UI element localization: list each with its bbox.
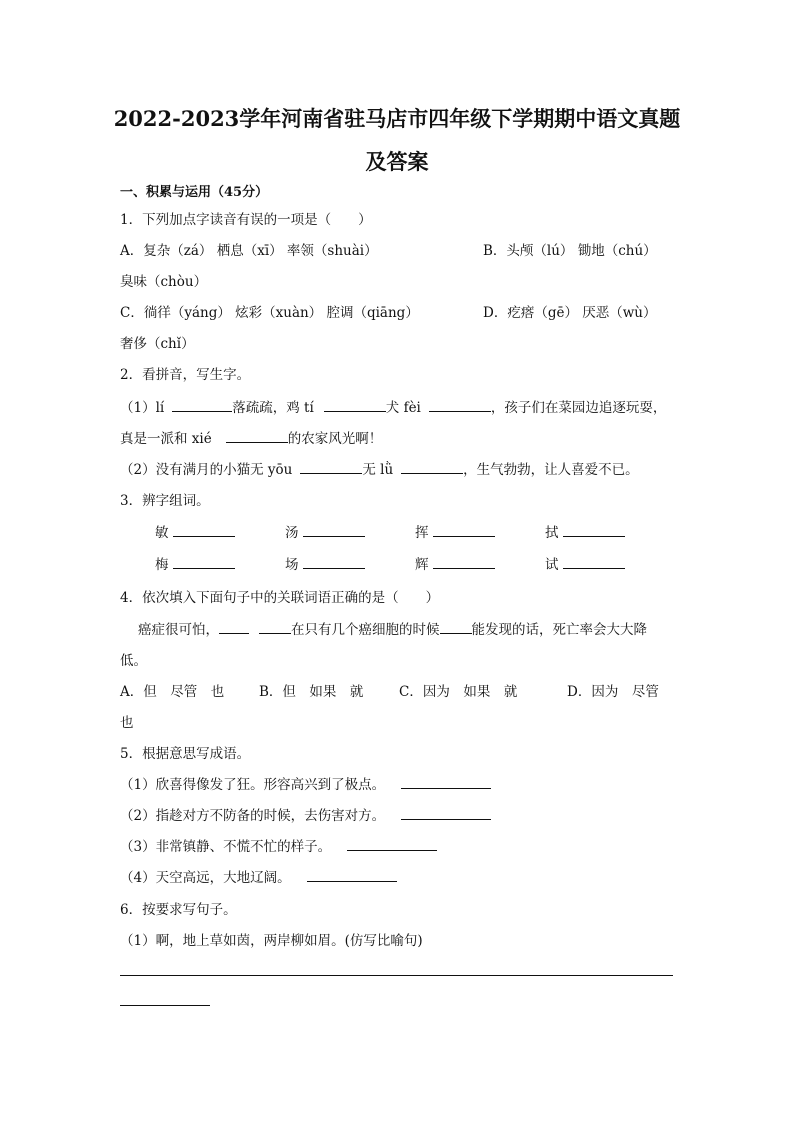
q3-char: 汤 xyxy=(285,525,299,541)
q2-part2 xyxy=(120,458,639,478)
q4-stem: 4．依次填入下面句子中的关联词语正确的是（ ） xyxy=(120,590,440,606)
answer-blank[interactable] xyxy=(433,554,495,569)
q5-stem: 5．根据意思写成语。 xyxy=(120,746,251,762)
answer-blank[interactable] xyxy=(347,836,437,851)
answer-blank[interactable] xyxy=(401,805,491,820)
q1-option-d: D．疙瘩（gē） 厌恶（wù） xyxy=(483,305,657,321)
q3-char: 梅 xyxy=(155,557,169,573)
q4-option-a: A．但 尽管 也 xyxy=(120,684,225,700)
q4-sentence-b: 在只有几个癌细胞的时候 xyxy=(291,622,440,638)
q4-sentence xyxy=(138,618,647,638)
answer-blank[interactable] xyxy=(219,619,249,634)
answer-blank[interactable] xyxy=(173,554,235,569)
q2-p1-b: 落疏疏，鸡 tí xyxy=(232,400,314,416)
q5-item-text: （3）非常镇静、不慌不忙的样子。 xyxy=(120,839,332,855)
q2-p1-f: 的农家风光啊！ xyxy=(287,431,383,447)
q4-option-d-cont: 也 xyxy=(120,715,134,731)
answer-blank[interactable] xyxy=(303,554,365,569)
answer-blank[interactable] xyxy=(300,459,362,474)
q3-char-cell xyxy=(415,521,495,541)
q2-p1-a: （1）lí xyxy=(120,400,165,416)
q3-char-cell xyxy=(545,521,625,541)
q1-option-b: B．头颅（lú） 锄地（chú） xyxy=(483,243,657,259)
answer-blank[interactable] xyxy=(303,522,365,537)
q2-p1-c: 犬 fèi xyxy=(385,400,421,416)
q3-char: 拭 xyxy=(545,525,559,541)
section-heading: 一、积累与运用（45分） xyxy=(120,185,269,200)
q1-option-b-cont: 臭味（chòu） xyxy=(120,274,208,290)
q2-stem: 2．看拼音，写生字。 xyxy=(120,367,251,383)
q2-part1 xyxy=(120,396,666,416)
q5-item-text: （2）指趁对方不防备的时候，去伤害对方。 xyxy=(120,808,386,824)
q4-option-b: B．但 如果 就 xyxy=(259,684,364,700)
q3-char: 敏 xyxy=(155,525,169,541)
answer-blank[interactable] xyxy=(307,867,397,882)
answer-line[interactable] xyxy=(120,975,673,976)
exam-title-line1: 2022-2023学年河南省驻马店市四年级下学期期中语文真题 xyxy=(113,106,681,131)
q6-item1: （1）啊，地上草如茵，两岸柳如眉。(仿写比喻句) xyxy=(120,933,423,949)
q1-option-a: A．复杂（zá） 栖息（xī） 率领（shuài） xyxy=(120,243,378,259)
q5-item-text: （4）天空高远，大地辽阔。 xyxy=(120,870,291,886)
q4-sentence-cont: 低。 xyxy=(120,653,147,669)
q4-option-c: C．因为 如果 就 xyxy=(399,684,518,700)
q5-item xyxy=(120,773,491,793)
q4-option-d: D．因为 尽管 xyxy=(567,684,659,700)
q5-item xyxy=(120,804,491,824)
answer-blank[interactable] xyxy=(401,459,463,474)
q3-char-cell xyxy=(155,521,235,541)
q3-stem: 3．辨字组词。 xyxy=(120,493,210,509)
q2-p2-c: ，生气勃勃，让人喜爱不已。 xyxy=(463,462,639,478)
answer-blank[interactable] xyxy=(401,774,491,789)
q3-char-cell xyxy=(545,553,625,573)
q3-char-cell xyxy=(285,553,365,573)
q5-item xyxy=(120,866,397,886)
q3-char-cell xyxy=(155,553,235,573)
answer-blank[interactable] xyxy=(259,619,291,634)
q4-sentence-c: 能发现的话，死亡率会大大降 xyxy=(471,622,647,638)
q4-sentence-a: 癌症很可怕， xyxy=(138,622,219,638)
q2-part1-cont xyxy=(120,427,382,447)
answer-blank[interactable] xyxy=(226,428,288,443)
q1-option-c: C．徜徉（yáng） 炫彩（xuàn） 腔调（qiāng） xyxy=(120,305,419,321)
answer-blank[interactable] xyxy=(173,522,235,537)
answer-blank[interactable] xyxy=(563,554,625,569)
q2-p1-e: 真是一派和 xié xyxy=(120,431,212,447)
q2-p2-a: （2）没有满月的小猫无 yōu xyxy=(120,462,293,478)
answer-blank[interactable] xyxy=(563,522,625,537)
q3-char: 试 xyxy=(545,557,559,573)
q2-p1-d: ，孩子们在菜园边追逐玩耍， xyxy=(490,400,667,416)
answer-line[interactable] xyxy=(120,1005,210,1006)
q3-char-cell xyxy=(415,553,495,573)
q3-char: 辉 xyxy=(415,557,429,573)
answer-blank[interactable] xyxy=(172,397,232,412)
q3-char-cell xyxy=(285,521,365,541)
answer-blank[interactable] xyxy=(433,522,495,537)
q2-p2-b: 无 lǜ xyxy=(362,462,394,478)
answer-blank[interactable] xyxy=(440,619,472,634)
q6-stem: 6．按要求写句子。 xyxy=(120,902,237,918)
q5-item xyxy=(120,835,437,855)
answer-blank[interactable] xyxy=(324,397,386,412)
answer-blank[interactable] xyxy=(429,397,491,412)
q1-option-d-cont: 奢侈（chǐ） xyxy=(120,336,195,352)
exam-title-line2: 及答案 xyxy=(365,149,429,174)
q3-char: 挥 xyxy=(415,525,429,541)
q3-char: 场 xyxy=(285,557,299,573)
q1-stem: 1．下列加点字读音有误的一项是（ ） xyxy=(120,212,372,228)
q5-item-text: （1）欣喜得像发了狂。形容高兴到了极点。 xyxy=(120,777,386,793)
